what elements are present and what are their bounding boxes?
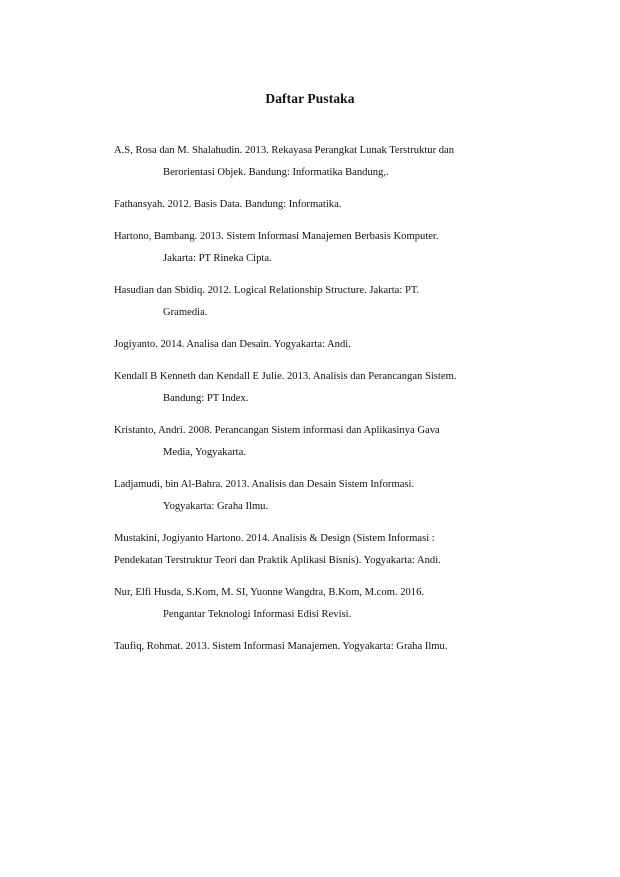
reference-entry bbox=[114, 474, 524, 518]
reference-line: Hasudian dan Sbidiq. 2012. Logical Relationship Structure. Jakarta: PT. bbox=[114, 285, 420, 296]
reference-line: Pendekatan Terstruktur Teori dan Praktik Aplikasi Bisnis). Yogyakarta: Andi. bbox=[114, 555, 441, 566]
reference-line: Fathansyah. 2012. Basis Data. Bandung: Informatika. bbox=[114, 199, 342, 210]
reference-line: Taufiq, Rohmat. 2013. Sistem Informasi Manajemen. Yogyakarta: Graha Ilmu. bbox=[114, 641, 448, 652]
reference-line: Mustakini, Jogiyanto Hartono. 2014. Analisis & Design (Sistem Informasi : bbox=[114, 533, 435, 544]
reference-line: Kendall B Kenneth dan Kendall E Julie. 2013. Analisis dan Perancangan Sistem. bbox=[114, 371, 457, 382]
reference-line: Ladjamudi, bin Al-Bahra. 2013. Analisis dan Desain Sistem Informasi. bbox=[114, 479, 415, 490]
reference-line: Media, Yogyakarta. bbox=[163, 447, 246, 458]
reference-entry bbox=[114, 582, 524, 626]
reference-list bbox=[114, 140, 524, 658]
reference-line: Yogyakarta: Graha Ilmu. bbox=[163, 501, 269, 512]
reference-entry bbox=[114, 636, 524, 658]
reference-entry bbox=[114, 140, 524, 184]
reference-line: Kristanto, Andri. 2008. Perancangan Sistem informasi dan Aplikasinya Gava bbox=[114, 425, 440, 436]
reference-line: Pengantar Teknologi Informasi Edisi Revisi. bbox=[163, 609, 352, 620]
reference-line: Hartono, Bambang. 2013. Sistem Informasi Manajemen Berbasis Komputer. bbox=[114, 231, 439, 242]
reference-line: Gramedia. bbox=[163, 307, 208, 318]
page-title: Daftar Pustaka bbox=[265, 91, 355, 106]
reference-entry bbox=[114, 226, 524, 270]
reference-entry bbox=[114, 334, 524, 356]
reference-line: Bandung: PT Index. bbox=[163, 393, 249, 404]
reference-entry bbox=[114, 194, 524, 216]
reference-entry bbox=[114, 528, 524, 572]
reference-entry bbox=[114, 420, 524, 464]
reference-line: Nur, Elfi Husda, S.Kom, M. SI, Yuonne Wangdra, B.Kom, M.com. 2016. bbox=[114, 587, 425, 598]
reference-line: Berorientasi Objek. Bandung: Informatika Bandung,. bbox=[163, 167, 389, 178]
reference-entry bbox=[114, 366, 524, 410]
reference-line: A.S, Rosa dan M. Shalahudin. 2013. Rekayasa Perangkat Lunak Terstruktur dan bbox=[114, 145, 455, 156]
reference-line: Jogiyanto. 2014. Analisa dan Desain. Yogyakarta: Andi. bbox=[114, 339, 351, 350]
reference-line: Jakarta: PT Rineka Cipta. bbox=[163, 253, 272, 264]
reference-entry bbox=[114, 280, 524, 324]
